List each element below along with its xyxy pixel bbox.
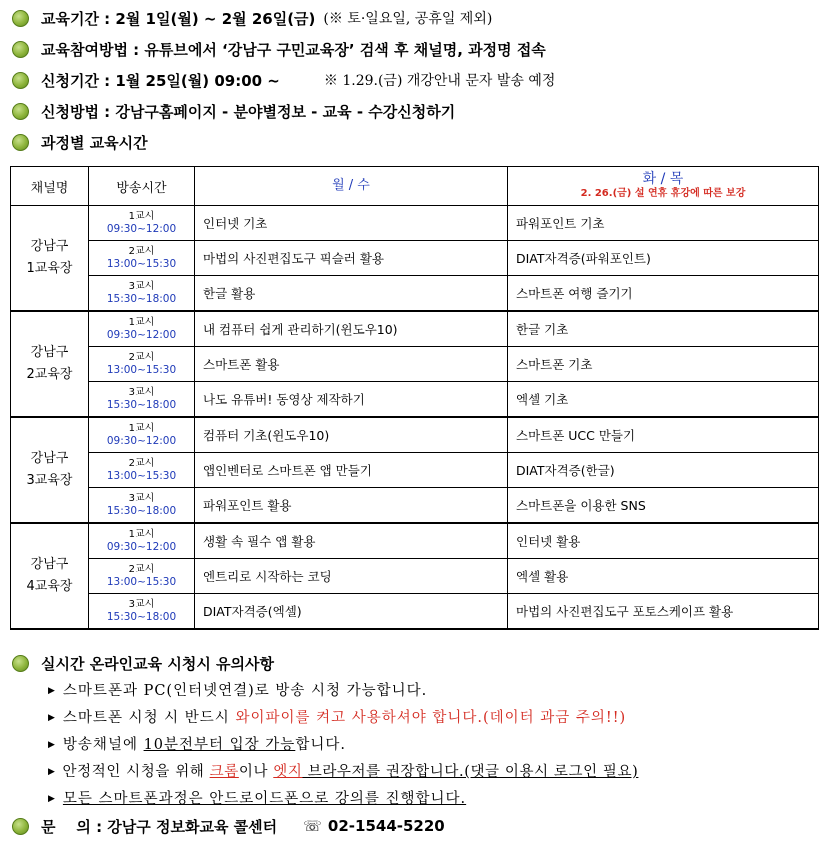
tue-thu-header-note: 2. 26.(금) 설 연휴 휴강에 따른 보강 [580, 188, 746, 199]
participation-method-label: 교육참여방법 : 유튜브에서 ‘강남구 구민교육장’ 검색 후 채널명, 과정명 접속 [41, 40, 546, 59]
period-cell [89, 488, 195, 524]
green-bullet-icon [12, 655, 29, 672]
triangle-right-icon: ▶ [48, 686, 56, 696]
application-period-line [12, 67, 555, 93]
notice-text-2a: 스마트폰 시청 시 반드시 [62, 710, 236, 726]
green-bullet-icon [12, 134, 29, 151]
channel-cell [11, 523, 89, 629]
notice-title: 실시간 온라인교육 시청시 유의사항 [41, 654, 275, 673]
period-time: 15:30~18:00 [106, 505, 177, 517]
phone-icon: ☏ [303, 817, 322, 835]
notice-text-3b: 10분전부터 입장 가능 [143, 737, 296, 753]
mon-wed-course: 엔트리로 시작하는 코딩 [195, 559, 508, 594]
table-row [11, 382, 819, 418]
mon-wed-course: 스마트폰 활용 [195, 347, 508, 382]
mon-wed-course: DIAT자격증(엑셀) [195, 594, 508, 630]
notice-item-2 [48, 706, 626, 727]
channel-header: 채널명 [11, 167, 89, 206]
notice-text-4c: 이나 [238, 764, 274, 780]
tue-thu-course: 파워포인트 기초 [508, 206, 819, 241]
period-cell [89, 241, 195, 276]
channel-cell [11, 311, 89, 417]
tue-thu-course: 엑셀 기초 [508, 382, 819, 418]
tue-thu-course: 스마트폰 UCC 만들기 [508, 417, 819, 453]
education-period-line [12, 5, 492, 31]
period-cell [89, 417, 195, 453]
period-label: 2교시 [128, 352, 155, 363]
period-time: 15:30~18:00 [106, 399, 177, 411]
mon-wed-course: 생활 속 필수 앱 활용 [195, 523, 508, 559]
period-label: 1교시 [128, 529, 155, 540]
table-row [11, 241, 819, 276]
time-header: 방송시간 [89, 167, 195, 206]
tue-thu-header [508, 167, 819, 206]
notice-text-3c: 합니다. [295, 737, 346, 753]
period-label: 3교시 [128, 281, 155, 292]
mon-wed-course: 내 컴퓨터 쉽게 관리하기(윈도우10) [195, 311, 508, 347]
tue-thu-course: 스마트폰 기초 [508, 347, 819, 382]
green-bullet-icon [12, 818, 29, 835]
period-label: 3교시 [128, 599, 155, 610]
notice-item-4 [48, 760, 638, 781]
triangle-right-icon: ▶ [48, 794, 56, 804]
course-schedule-label: 과정별 교육시간 [41, 133, 148, 152]
period-time: 15:30~18:00 [106, 293, 177, 305]
contact-phone: 02-1544-5220 [327, 817, 445, 835]
tue-thu-course: 인터넷 활용 [508, 523, 819, 559]
tue-thu-course: 엑셀 활용 [508, 559, 819, 594]
triangle-right-icon: ▶ [48, 767, 56, 777]
education-period-label: 교육기간 : 2월 1일(월) ~ 2월 26일(금) [41, 9, 316, 28]
mon-wed-course: 마법의 사진편집도구 픽슬러 활용 [195, 241, 508, 276]
notice-text-2b: 와이파이를 켜고 사용하셔야 합니다.(데이터 과금 주의!!) [235, 710, 627, 726]
table-header-row [11, 167, 819, 206]
green-bullet-icon [12, 72, 29, 89]
tue-thu-course: 마법의 사진편집도구 포토스케이프 활용 [508, 594, 819, 630]
application-method-label: 신청방법 : 강남구홈페이지 - 분야별정보 - 교육 - 수강신청하기 [41, 102, 456, 121]
contact-label: 문 의 : 강남구 정보화교육 콜센터 [41, 817, 278, 836]
mon-wed-course: 앱인벤터로 스마트폰 앱 만들기 [195, 453, 508, 488]
table-row [11, 206, 819, 241]
period-label: 3교시 [128, 387, 155, 398]
period-cell [89, 523, 195, 559]
channel-name-line1: 강남구 [30, 557, 69, 572]
channel-name-line2: 4교육장 [26, 579, 73, 594]
period-label: 1교시 [128, 317, 155, 328]
table-row [11, 488, 819, 524]
green-bullet-icon [12, 41, 29, 58]
tue-thu-course: 스마트폰을 이용한 SNS [508, 488, 819, 524]
period-label: 2교시 [128, 246, 155, 257]
application-period-label: 신청기간 : 1월 25일(월) 09:00 ~ [41, 71, 280, 90]
tue-thu-header-title: 화 / 목 [642, 171, 684, 187]
period-time: 09:30~12:00 [106, 541, 177, 553]
notice-text-5: 모든 스마트폰과정은 안드로이드폰으로 강의를 진행합니다. [62, 791, 467, 807]
channel-name-line2: 1교육장 [26, 261, 73, 276]
channel-cell [11, 206, 89, 312]
period-cell [89, 311, 195, 347]
mon-wed-course: 컴퓨터 기초(윈도우10) [195, 417, 508, 453]
period-cell [89, 453, 195, 488]
period-time: 15:30~18:00 [106, 611, 177, 623]
period-cell [89, 347, 195, 382]
channel-name-line1: 강남구 [30, 451, 69, 466]
triangle-right-icon: ▶ [48, 713, 56, 723]
participation-method-line [12, 36, 546, 62]
contact-line [12, 813, 445, 839]
triangle-right-icon: ▶ [48, 740, 56, 750]
period-cell [89, 276, 195, 312]
table-row [11, 311, 819, 347]
mon-wed-course: 나도 유튜버! 동영상 제작하기 [195, 382, 508, 418]
notice-item-3 [48, 733, 346, 754]
mon-wed-course: 인터넷 기초 [195, 206, 508, 241]
channel-name-line2: 3교육장 [26, 473, 73, 488]
table-row [11, 594, 819, 630]
tue-thu-course: DIAT자격증(한글) [508, 453, 819, 488]
table-row [11, 417, 819, 453]
notice-item-5 [48, 787, 466, 808]
tue-thu-course: 한글 기초 [508, 311, 819, 347]
period-time: 13:00~15:30 [106, 470, 177, 482]
education-period-note: (※ 토·일요일, 공휴일 제외) [323, 11, 493, 27]
notice-text-3a: 방송채널에 [62, 737, 144, 753]
mon-wed-course: 파워포인트 활용 [195, 488, 508, 524]
notice-item-1 [48, 679, 427, 700]
green-bullet-icon [12, 10, 29, 27]
period-time: 13:00~15:30 [106, 576, 177, 588]
notice-text-4d: 엣지 [273, 764, 303, 780]
period-label: 2교시 [128, 458, 155, 469]
period-cell [89, 559, 195, 594]
green-bullet-icon [12, 103, 29, 120]
notice-text-4a: 안정적인 시청을 위해 [62, 764, 210, 780]
tue-thu-course: DIAT자격증(파워포인트) [508, 241, 819, 276]
application-method-line [12, 98, 455, 124]
notice-text-4e: 브라우저를 권장합니다.(댓글 이용시 로그인 필요) [302, 764, 639, 780]
notice-text-4b: 크롬 [209, 764, 239, 780]
period-time: 13:00~15:30 [106, 258, 177, 270]
period-time: 09:30~12:00 [106, 435, 177, 447]
period-label: 3교시 [128, 493, 155, 504]
period-cell [89, 594, 195, 630]
application-period-note: ※ 1.29.(금) 개강안내 문자 발송 예정 [323, 73, 556, 89]
channel-name-line2: 2교육장 [26, 367, 73, 382]
table-row [11, 347, 819, 382]
channel-name-line1: 강남구 [30, 345, 69, 360]
channel-cell [11, 417, 89, 523]
notice-title-line [12, 650, 274, 676]
period-label: 2교시 [128, 564, 155, 575]
table-row [11, 523, 819, 559]
mon-wed-course: 한글 활용 [195, 276, 508, 312]
period-time: 13:00~15:30 [106, 364, 177, 376]
tue-thu-course: 스마트폰 여행 즐기기 [508, 276, 819, 312]
schedule-table [10, 166, 819, 630]
period-label: 1교시 [128, 211, 155, 222]
period-cell [89, 206, 195, 241]
course-schedule-line [12, 129, 148, 155]
period-label: 1교시 [128, 423, 155, 434]
period-time: 09:30~12:00 [106, 329, 177, 341]
notice-text-1: 스마트폰과 PC(인터넷연결)로 방송 시청 가능합니다. [62, 683, 428, 699]
table-row [11, 559, 819, 594]
table-row [11, 453, 819, 488]
channel-name-line1: 강남구 [30, 239, 69, 254]
period-time: 09:30~12:00 [106, 223, 177, 235]
period-cell [89, 382, 195, 418]
table-row [11, 276, 819, 312]
mon-wed-header: 월 / 수 [195, 167, 508, 206]
